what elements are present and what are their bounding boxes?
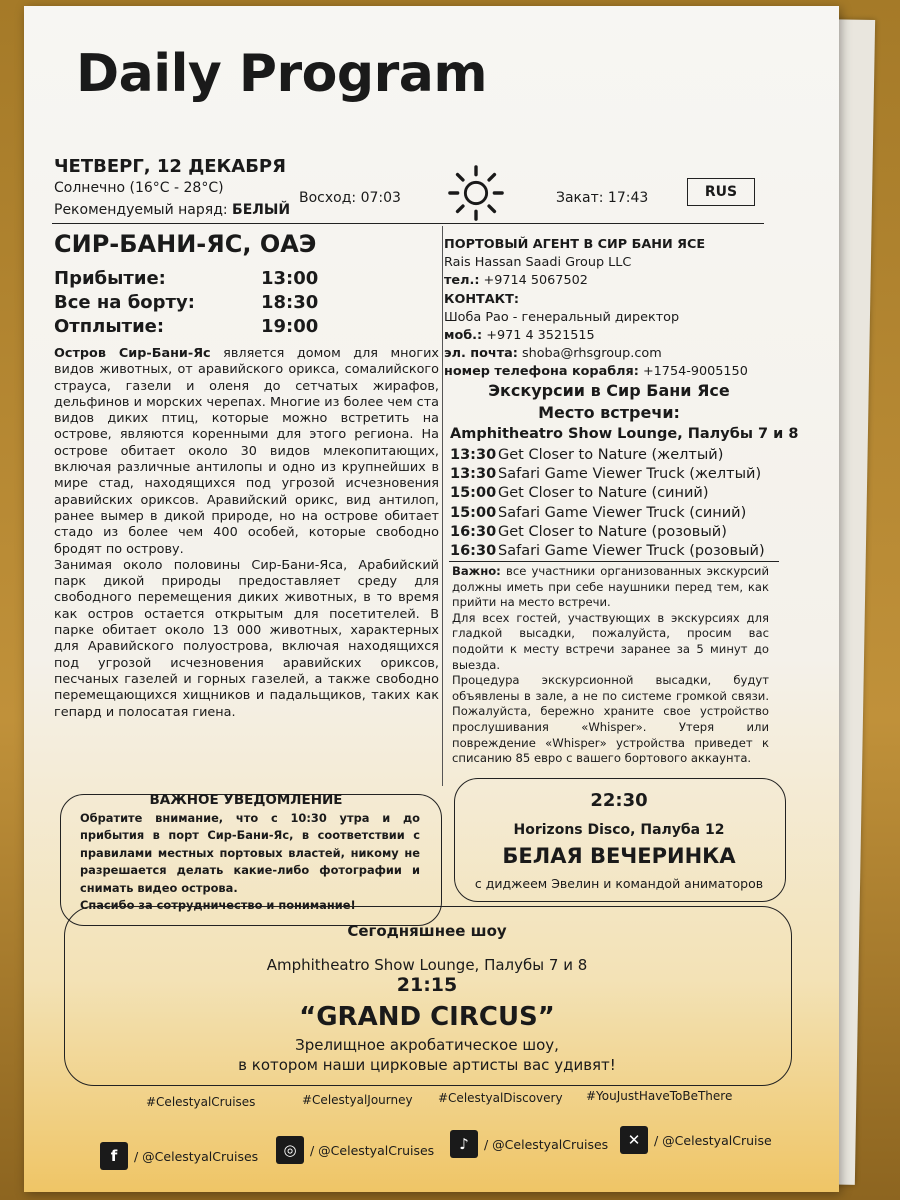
show-heading: Сегодняшнее шоу — [347, 922, 507, 940]
agent-company: Rais Hassan Saadi Group LLC — [444, 255, 632, 271]
hashtag: #CelestyalCruises — [146, 1095, 256, 1109]
departure-time: 19:00 — [261, 316, 319, 337]
contact-mobile: моб.: +971 4 3521515 — [444, 328, 595, 344]
contact-email: эл. почта: shoba@rhsgroup.com — [444, 346, 662, 362]
instagram-icon: ◎ — [276, 1136, 304, 1164]
agent-phone: тел.: +9714 5067502 — [444, 273, 588, 289]
notice-thanks: Спасибо за сотрудничество и понимание! — [80, 898, 356, 913]
all-aboard-row — [54, 292, 334, 316]
excursions-heading — [444, 380, 774, 424]
note-paragraph: Процедура экскурсионной высадки, будут объявлены в зале, а не по системе громкой связи. Пожалуйста, бережно храните свое устройство прослушивания «Whisper». Утеря или повреждение «Whisper» устройства приведет к списанию 85 евро с вашего бортового аккаунта. — [452, 673, 769, 766]
social-handle: / @CelestyalCruise — [654, 1132, 772, 1148]
description-paragraph — [54, 346, 439, 558]
sunset-time: Закат: 17:43 — [556, 190, 649, 206]
notice-body: Обратите внимание, что с 10:30 утра и до прибытия в порт Сир-Бани-Яс, в соответствии с правилами местных портовых властей, никому не разрешается делать какие-либо фотографии и снимать видео острова. — [80, 811, 420, 895]
description-lead: Остров Сир-Бани-Яс — [54, 346, 211, 361]
show-name: “GRAND CIRCUS” — [299, 1002, 555, 1032]
social-handle: / @CelestyalCruises — [310, 1142, 435, 1158]
party-time: 22:30 — [590, 790, 648, 811]
party-dj: с диджеем Эвелин и командой аниматоров — [474, 876, 764, 891]
departure-label: Отплытие: — [54, 316, 165, 337]
hashtag: #CelestyalJourney — [302, 1093, 413, 1107]
excursion-divider — [449, 561, 779, 562]
social-instagram[interactable] — [276, 1136, 434, 1164]
show-description: Зрелищное акробатическое шоу, — [295, 1036, 559, 1054]
list-item: 13:30 Get Closer to Nature (желтый) — [450, 447, 724, 463]
excursion-list — [450, 447, 780, 562]
port-agent — [444, 236, 784, 382]
sun-icon — [447, 164, 505, 222]
program-sheet — [24, 6, 839, 1192]
x-icon: ✕ — [620, 1126, 648, 1154]
tiktok-icon: ♪ — [450, 1130, 478, 1158]
meeting-point: Amphitheatro Show Lounge, Палубы 7 и 8 — [450, 426, 799, 442]
arrival-row — [54, 268, 334, 292]
agent-heading: ПОРТОВЫЙ АГЕНТ В СИР БАНИ ЯСЕ — [444, 237, 706, 252]
list-item: 16:30 Get Closer to Nature (розовый) — [450, 523, 727, 540]
dress-code-value: БЕЛЫЙ — [232, 202, 291, 218]
weather: Солнечно (16°C - 28°C) — [54, 180, 224, 196]
excursion-notes — [452, 564, 769, 767]
column-divider — [442, 226, 443, 786]
meeting-point-title: Место встречи: — [538, 403, 680, 422]
facebook-icon: f — [100, 1142, 128, 1170]
social-x[interactable] — [620, 1126, 772, 1154]
language-badge: RUS — [687, 178, 755, 206]
list-item: 13:30 Safari Game Viewer Truck (желтый) — [450, 466, 762, 483]
note-paragraph: Важно: все участники организованных экскурсий должны иметь при себе наушники перед тем, как прийти на место встречи. — [452, 564, 769, 610]
dress-code — [54, 202, 290, 218]
notice-text — [80, 810, 420, 914]
notice-title: ВАЖНОЕ УВЕДОМЛЕНИЕ — [149, 792, 343, 808]
social-tiktok[interactable] — [450, 1130, 608, 1158]
header-divider — [52, 223, 764, 224]
date: ЧЕТВЕРГ, 12 ДЕКАБРЯ — [54, 156, 286, 177]
social-handle: / @CelestyalCruises — [484, 1136, 609, 1152]
port-name: СИР-БАНИ-ЯС, ОАЭ — [54, 230, 317, 258]
social-links — [94, 1124, 814, 1164]
party-venue: Horizons Disco, Палуба 12 — [513, 822, 725, 838]
all-aboard-label: Все на борту: — [54, 292, 195, 313]
description-text: является домом для многих видов животных, от аравийского орикса, сомалийского страуса, газели и оленя до сетчатых жирафов, дельфинов и морских черепах. Многие из более чем ста видов диких птиц, которые можно встретить на острове, являются коренными для этого региона. На острове обитает около 30 видов млекопитающих, включая различные антилопы и одно из крупнейших в мире стад, находящихся под угрозой исчезновения аравийских ориксов. Аравийский орикс, вид антилоп, ранее вымер в дикой природе, но на острове обитает стадо из более чем 400 особей, которые свободно бродят по острову. — [54, 346, 439, 557]
social-facebook[interactable] — [100, 1142, 258, 1170]
port-times — [54, 268, 334, 340]
arrival-label: Прибытие: — [54, 268, 166, 289]
all-aboard-time: 18:30 — [261, 292, 319, 313]
description-paragraph: Занимая около половины Сир-Бани-Яса, Арабийский парк дикой природы предоставляет среду для свободного перемещения диких животных, в то время как остров остается открытым для посетителей. В парке обитает около 13 000 животных, характерных для Аравийского полуострова, включая находящихся под угрозой исчезновения аравийских ориксов, песчаных газелей и горных газелей, а также свободно перемещающихся хищников и падальщиков, таких как гепард и полосатая гиена. — [54, 557, 439, 720]
list-item: 15:00 Safari Game Viewer Truck (синий) — [450, 504, 747, 521]
note-paragraph: Для всех гостей, участвующих в экскурсиях для гладкой высадки, пожалуйста, просим вас подойти к месту встречи заранее за 5 минут до выезда. — [452, 610, 769, 672]
show-time: 21:15 — [396, 974, 458, 996]
excursions-title: Экскурсии в Сир Бани Ясе — [488, 381, 730, 400]
party-name: БЕЛАЯ ВЕЧЕРИНКА — [502, 844, 736, 868]
show-venue: Amphitheatro Show Lounge, Палубы 7 и 8 — [266, 956, 588, 974]
show-description: в котором наши цирковые артисты вас удивят! — [238, 1056, 616, 1074]
social-handle: / @CelestyalCruises — [134, 1148, 259, 1164]
departure-row — [54, 316, 334, 340]
ship-phone: номер телефона корабля: +1754-9005150 — [444, 364, 748, 380]
sunrise-time: Восход: 07:03 — [299, 190, 401, 206]
page-title: Daily Program — [76, 44, 488, 104]
list-item: 15:00 Get Closer to Nature (синий) — [450, 485, 709, 502]
port-description — [54, 346, 439, 721]
dress-code-label: Рекомендуемый наряд: — [54, 202, 233, 218]
contact-name: Шоба Рао - генеральный директор — [444, 309, 680, 325]
contact-heading: КОНТАКТ: — [444, 291, 519, 307]
hashtag: #CelestyalDiscovery — [438, 1091, 563, 1105]
hashtag: #YouJustHaveToBeThere — [586, 1089, 733, 1103]
arrival-time: 13:00 — [261, 268, 319, 289]
list-item: 16:30 Safari Game Viewer Truck (розовый) — [450, 542, 765, 559]
